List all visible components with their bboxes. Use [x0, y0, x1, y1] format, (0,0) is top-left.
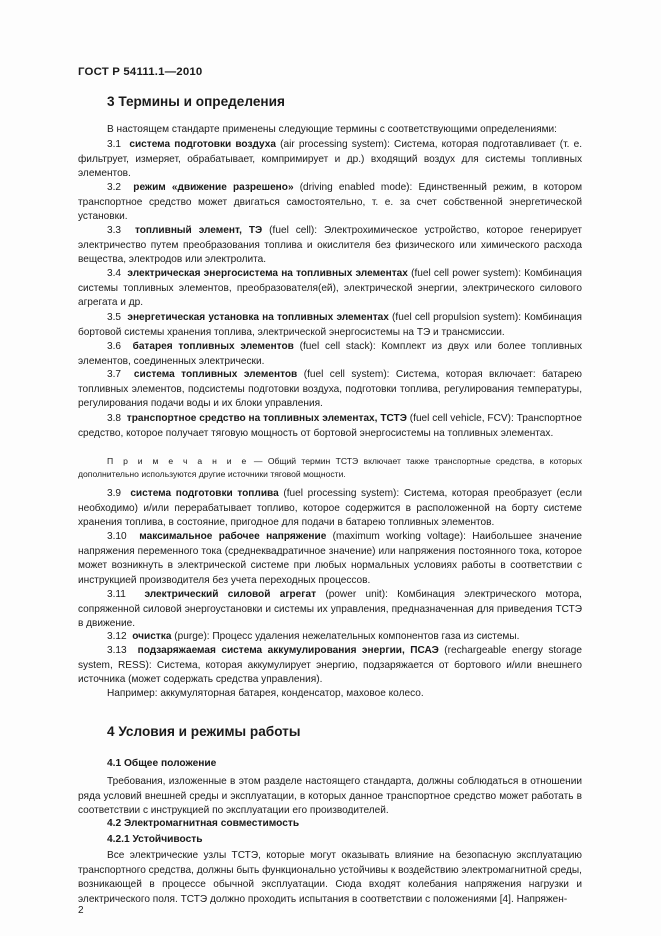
term-3-10: 3.10 максимальное рабочее напряжение (maximum working voltage): Наибольшее значение напряжения переменного тока (среднеквадратичное значение) или напряжения постоянного тока, которое может возникнуть в электрической системе при любых нормальных условиях работы в соответствии с инструкцией производителя без учета переходных процессов. — [78, 531, 583, 586]
term-3-12: 3.12 очистка (purge): Процесс удаления нежелательных компонентов газа из системы. — [107, 631, 520, 642]
note-text: — Общий термин ТСТЭ включает также транспортные средства, в которых дополнительно используются другие источники тяговой мощности. — [78, 456, 583, 479]
section-3-title: 3 Термины и определения — [107, 94, 285, 109]
term-3-8: 3.8 транспортное средство на топливных элементах, ТСТЭ (fuel cell vehicle, FCV): Транспортное средство, которое получает тяговую мощность от бортовой энергосистемы на топливных элементах. — [78, 413, 582, 439]
section-4-1-title: 4.1 Общее положение — [107, 758, 217, 769]
term-example: Например: аккумуляторная батарея, конденсатор, маховое колесо. — [107, 688, 424, 699]
term-3-7: 3.7 система топливных элементов (fuel cell system): Система, которая включает: батарею топливных элементов, подсистемы подготовки воздуха, подготовки топлива, регулирования температуры, регулирования подачи воды и их блоки управления. — [78, 369, 582, 410]
section-4-2-1-title: 4.2.1 Устойчивость — [107, 834, 203, 845]
section-4-1-text: Требования, изложенные в этом разделе настоящего стандарта, должны соблюдаться в отношении ряда условий внешней среды и эксплуатации, в которых данное транспортное средство может работать в соответствии с инструкцией по эксплуатации его производителей. — [78, 776, 582, 817]
section-3-intro: В настоящем стандарте применены следующие термины с соответствующими определениями: — [107, 124, 557, 135]
note — [78, 455, 582, 481]
term-3-3: 3.3 топливный элемент, ТЭ (fuel cell): Электрохимическое устройство, которое генерирует электричество путем преобразования топлива и окислителя без физического или химического расхода вещества, электродов или электролита. — [78, 225, 582, 266]
section-4-title: 4 Условия и режимы работы — [107, 724, 301, 739]
term-3-13: 3.13 подзаряжаемая система аккумулирования энергии, ПСАЭ (rechargeable energy storage system, RESS): Система, которая аккумулирует энергию, подзаряжается от бортового и/или внешнего источника (может содержать средства управления). — [78, 645, 582, 686]
term-3-4: 3.4 электрическая энергосистема на топливных элементах (fuel cell power system): Комбинация системы топливных элементов, преобразователя(ей), электрической энергии, электрического силового агрегата и др. — [78, 268, 583, 309]
term-3-6: 3.6 батарея топливных элементов (fuel cell stack): Комплект из двух или более топливных элементов, соединенных электрически. — [78, 341, 582, 367]
term-3-1: 3.1 система подготовки воздуха (air processing system): Система, которая подготавливает (т. е. фильтрует, измеряет, обрабатывает, компримирует и др.) входящий воздух для системы топливных элементов. — [78, 139, 583, 180]
section-4-2-title: 4.2 Электромагнитная совместимость — [107, 818, 300, 829]
note-label: П р и м е ч а н и е — [107, 456, 249, 466]
term-3-2: 3.2 режим «движение разрешено» (driving enabled mode): Единственный режим, в котором транспортное средство может двигаться самостоятельно, т. е. за счет собственной энергетической установки. — [78, 182, 583, 223]
term-3-9: 3.9 система подготовки топлива (fuel processing system): Система, которая преобразует (если необходимо) и/или перерабатывает топливо, которое содержится в расположенной на борту системе хранения топлива, в состояние, пригодное для подачи в батарею топливных элементов. — [78, 488, 583, 529]
term-3-11: 3.11 электрический силовой агрегат (power unit): Комбинация электрического мотора, сопряженной силовой энергоустановки и системы их управления, предназначенная для приведения ТСТЭ в движение. — [78, 589, 582, 630]
document-header: ГОСТ Р 54111.1—2010 — [78, 66, 203, 78]
section-4-2-1-text: Все электрические узлы ТСТЭ, которые могут оказывать влияние на безопасную эксплуатацию транспортного средства, должны быть функционально устойчивы к воздействию электромагнитной среды, возникающей в процессе обычной эксплуатации. Сюда входят колебания напряжения нагрузки и электрического поля. ТСТЭ должно проходить испытания в соответствии с положениями [4]. Напряжен- — [78, 850, 582, 905]
page-number: 2 — [78, 905, 84, 916]
term-3-5: 3.5 энергетическая установка на топливных элементах (fuel cell propulsion system): Комбинация бортовой системы хранения топлива, электрической энергосистемы на ТЭ и трансмиссии. — [78, 312, 583, 338]
